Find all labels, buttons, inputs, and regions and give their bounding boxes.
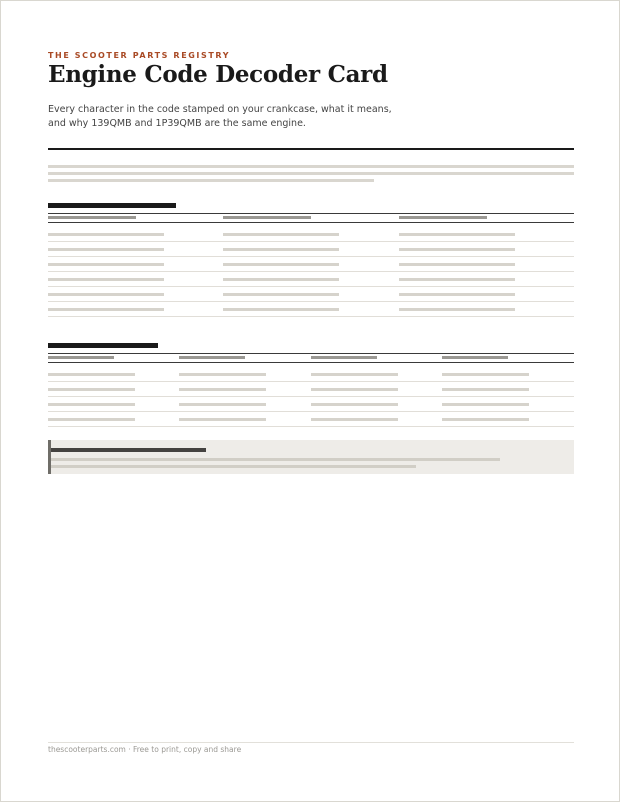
cell-skeleton: [179, 418, 266, 421]
cell-skeleton: [311, 373, 398, 376]
cell-skeleton: [48, 308, 164, 311]
skeleton-line: [51, 465, 416, 468]
note-heading-skeleton: [51, 448, 206, 452]
table-row-divider: [48, 301, 574, 302]
cell-skeleton: [223, 278, 339, 281]
table-row-divider: [48, 241, 574, 242]
cell-skeleton: [48, 388, 135, 391]
cell-skeleton: [399, 263, 515, 266]
column-header-skeleton: [179, 356, 245, 359]
skeleton-line: [48, 165, 574, 168]
cell-skeleton: [223, 233, 339, 236]
page-title: Engine Code Decoder Card: [48, 61, 388, 88]
table-row-divider: [48, 426, 574, 427]
skeleton-line: [51, 458, 500, 461]
table-row-divider: [48, 271, 574, 272]
cell-skeleton: [442, 403, 529, 406]
skeleton-line: [48, 179, 374, 182]
cell-skeleton: [48, 373, 135, 376]
cell-skeleton: [399, 308, 515, 311]
cell-skeleton: [399, 248, 515, 251]
cell-skeleton: [179, 388, 266, 391]
cell-skeleton: [442, 388, 529, 391]
cell-skeleton: [48, 263, 164, 266]
column-header-skeleton: [48, 356, 114, 359]
cell-skeleton: [48, 403, 135, 406]
cell-skeleton: [223, 293, 339, 296]
cell-skeleton: [179, 403, 266, 406]
table-row-divider: [48, 381, 574, 382]
note-accent-bar: [48, 440, 51, 474]
table-row-divider: [48, 396, 574, 397]
section-heading-skeleton: [48, 203, 176, 208]
title-divider: [48, 148, 574, 150]
table-row-divider: [48, 286, 574, 287]
cell-skeleton: [48, 293, 164, 296]
skeleton-line: [48, 172, 574, 175]
table-header-rule: [48, 362, 574, 363]
section-heading-skeleton: [48, 343, 158, 348]
table-header-rule: [48, 353, 574, 354]
table-row-divider: [48, 411, 574, 412]
cell-skeleton: [223, 248, 339, 251]
cell-skeleton: [48, 248, 164, 251]
footer-divider: [48, 742, 574, 743]
column-header-skeleton: [48, 216, 136, 219]
cell-skeleton: [223, 263, 339, 266]
cell-skeleton: [442, 418, 529, 421]
cell-skeleton: [48, 418, 135, 421]
cell-skeleton: [179, 373, 266, 376]
cell-skeleton: [48, 233, 164, 236]
page-subtitle: Every character in the code stamped on your crankcase, what it means, and why 139QMB and 1P39QMB are the same engine.: [48, 104, 392, 129]
cell-skeleton: [311, 403, 398, 406]
cell-skeleton: [442, 373, 529, 376]
footer-text: thescooterparts.com · Free to print, copy and share: [48, 745, 242, 754]
publisher-kicker: THE SCOOTER PARTS REGISTRY: [48, 51, 231, 60]
table-header-rule: [48, 222, 574, 223]
cell-skeleton: [399, 233, 515, 236]
cell-skeleton: [311, 388, 398, 391]
table-row-divider: [48, 256, 574, 257]
column-header-skeleton: [442, 356, 508, 359]
cell-skeleton: [399, 278, 515, 281]
column-header-skeleton: [399, 216, 487, 219]
column-header-skeleton: [311, 356, 377, 359]
cell-skeleton: [223, 308, 339, 311]
cell-skeleton: [48, 278, 164, 281]
cell-skeleton: [311, 418, 398, 421]
table-header-rule: [48, 213, 574, 214]
note-box: [48, 440, 574, 474]
cell-skeleton: [399, 293, 515, 296]
column-header-skeleton: [223, 216, 311, 219]
table-row-divider: [48, 316, 574, 317]
